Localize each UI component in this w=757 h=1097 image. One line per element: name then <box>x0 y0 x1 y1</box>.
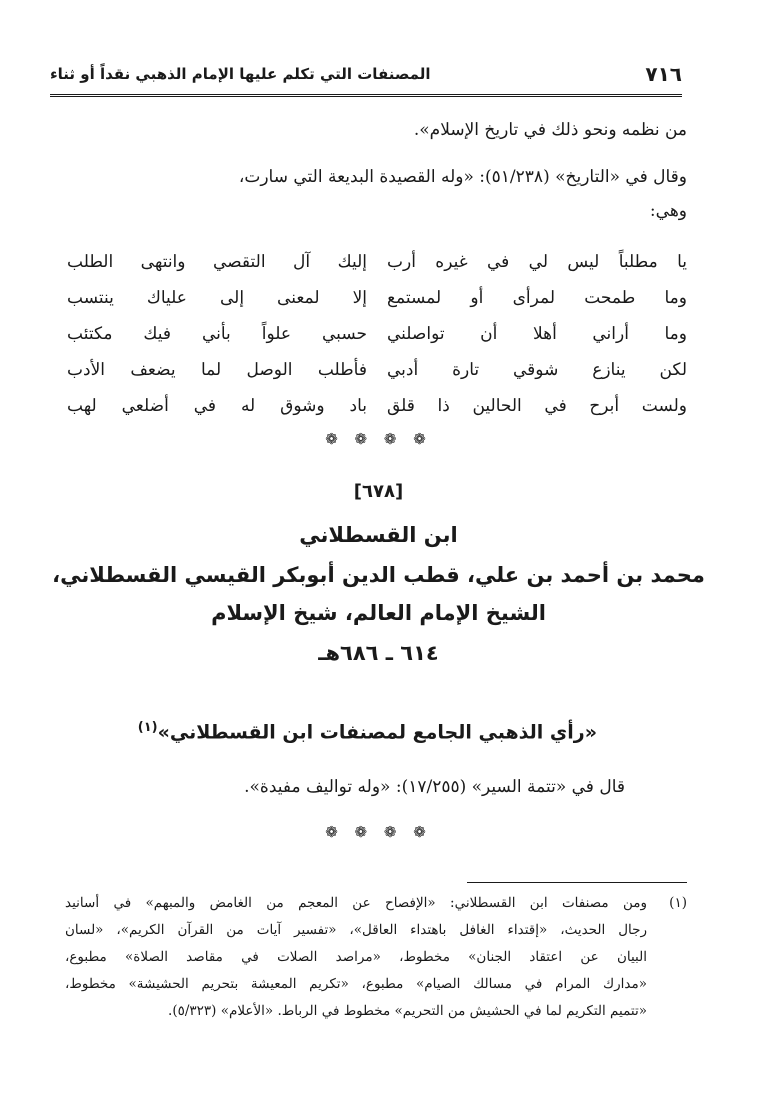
footnote-reference: (١) <box>137 720 158 735</box>
poem-first-hemistich: يا مطلباً ليس لي في غيره أرب <box>387 252 687 272</box>
entry-dates: ٦١٤ ـ ٦٨٦هـ <box>318 641 439 665</box>
section-quote: قال في «تتمة السير» (١٧/٢٥٥): «وله تواليف مفيدة». <box>244 777 625 797</box>
poem-second-hemistich: فأطلب الوصل لما يضعف الأدب <box>67 360 367 380</box>
intro-line-1: من نظمه ونحو ذلك في تاريخ الإسلام». <box>413 120 687 140</box>
entry-titles: الشيخ الإمام العالم، شيخ الإسلام <box>211 601 546 625</box>
running-title: المصنفات التي تكلم عليها الإمام الذهبي نقداً أو ثناء <box>50 65 431 83</box>
poem-verse <box>67 316 687 352</box>
poem-first-hemistich: وما أراني أهلا أن تواصلني <box>387 324 687 344</box>
footnote-line: (١)ومن مصنفات ابن القسطلاني: «الإفصاح عن المعجم من الغامض والمبهم» في أسانيد <box>65 890 687 917</box>
page-header <box>50 58 682 97</box>
footnote-line: «مدارك المرام في مسالك الصيام» مطبوع، «تكريم المعيشة بتحريم الحشيشة» مخطوط، <box>65 976 647 992</box>
section-heading <box>138 720 597 743</box>
entry-full-name: محمد بن أحمد بن علي، قطب الدين أبوبكر القيسي القسطلاني، <box>52 563 705 587</box>
poem-second-hemistich: إليك آل التقصي وانتهى الطلب <box>67 252 367 272</box>
footnote-marker: (١) <box>669 895 687 911</box>
poem-verse <box>67 352 687 388</box>
section-heading-text: «رأي الذهبي الجامع لمصنفات ابن القسطلاني» <box>157 721 597 744</box>
entry-number: [٦٧٨] <box>353 481 404 502</box>
footnote-line: «تتميم التكريم لما في الحشيش من التحريم» مخطوط في الرباط. «الأعلام» (٥/٣٢٣). <box>168 1003 647 1019</box>
footnote-divider <box>467 882 687 883</box>
page-number: ٧١٦ <box>645 62 682 86</box>
poem <box>67 244 687 424</box>
poem-second-hemistich: إلا لمعنى إلى علياك ينتسب <box>67 288 367 308</box>
poem-second-hemistich: حسبي علواً بأني فيك مكتئب <box>67 324 367 344</box>
footnote-line: البيان عن اعتقاد الجنان» مخطوط، «مراصد الصلات في مقاصد الصلاة» مطبوع، <box>65 949 647 965</box>
poem-verse <box>67 244 687 280</box>
intro-line-3: وهي: <box>649 201 687 221</box>
separator-stars-bottom: ❁ ❁ ❁ ❁ <box>325 823 432 841</box>
separator-stars-top: ❁ ❁ ❁ ❁ <box>325 430 432 448</box>
poem-verse <box>67 280 687 316</box>
poem-first-hemistich: ولست أبرح في الحالين ذا قلق <box>387 396 687 416</box>
poem-first-hemistich: وما طمحت لمرأى أو لمستمع <box>387 288 687 308</box>
poem-second-hemistich: باد وشوق له في أضلعي لهب <box>67 396 367 416</box>
footnote-line: رجال الحديث، «إقتداء الغافل باهتداء العاقل»، «تفسير آيات من القرآن الكريم»، «لسان <box>65 922 647 938</box>
entry-name: ابن القسطلاني <box>299 523 458 547</box>
footnote <box>65 890 687 1025</box>
poem-verse <box>67 388 687 424</box>
poem-first-hemistich: لكن ينازع شوقي تارة أدبي <box>387 360 687 380</box>
intro-line-2: وقال في «التاريخ» (٥١/٢٣٨): «وله القصيدة البديعة التي سارت، <box>238 167 687 187</box>
